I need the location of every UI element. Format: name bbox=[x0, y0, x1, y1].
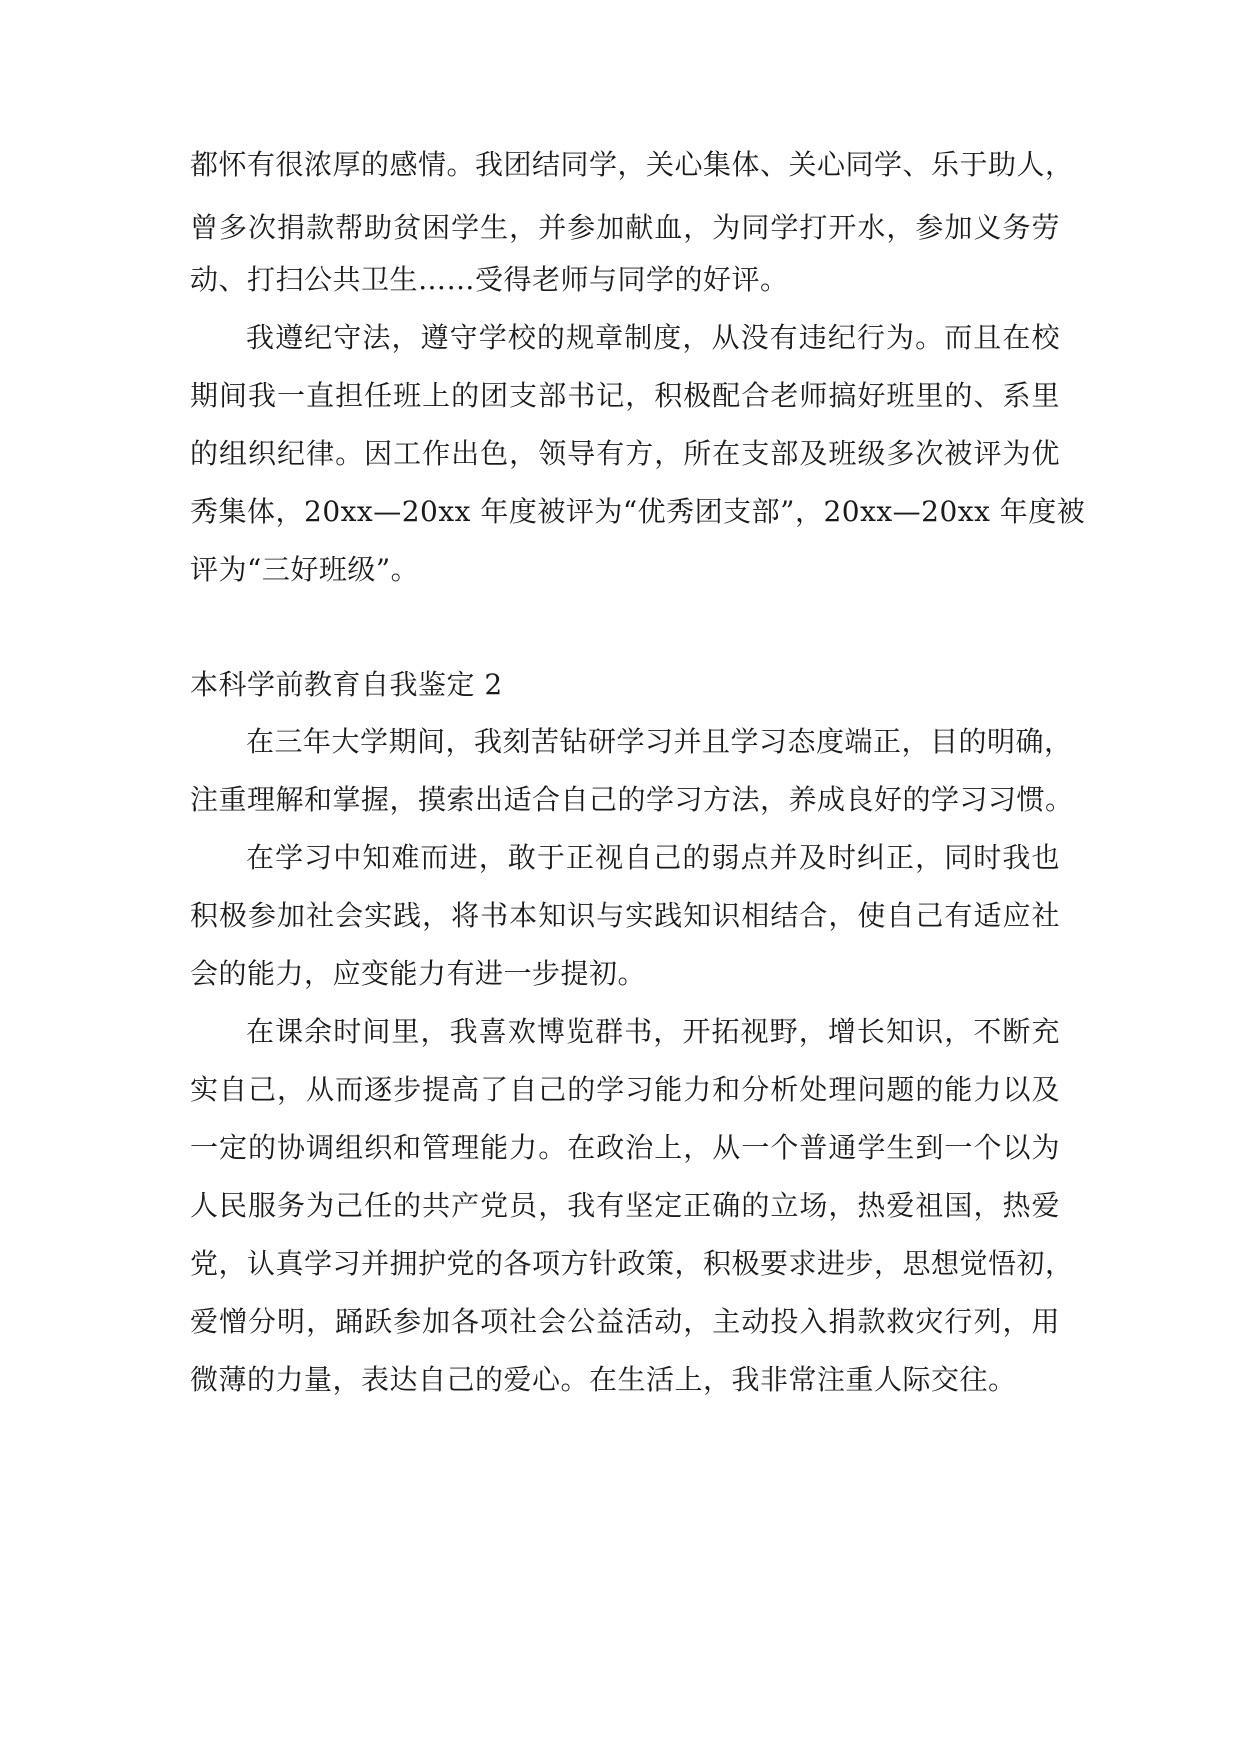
paragraph-2-line-4: 秀集体，20xx—20xx 年度被评为“优秀团支部”，20xx—20xx 年度被 bbox=[190, 495, 1086, 528]
paragraph-1-line-2: 曾多次捐款帮助贫困学生，并参加献血，为同学打开水，参加义务劳 bbox=[190, 211, 1060, 244]
paragraph-2-line-2: 期间我一直担任班上的团支部书记，积极配合老师搞好班里的、系里 bbox=[190, 379, 1060, 412]
paragraph-5-line-4: 人民服务为己任的共产党员，我有坚定正确的立场，热爱祖国，热爱 bbox=[190, 1189, 1060, 1222]
paragraph-5-line-6: 爱憎分明，踊跃参加各项社会公益活动，主动投入捐款救灾行列，用 bbox=[190, 1305, 1060, 1338]
paragraph-5-line-2: 实自己，从而逐步提高了自己的学习能力和分析处理问题的能力以及 bbox=[190, 1073, 1060, 1106]
paragraph-5-line-5: 党，认真学习并拥护党的各项方针政策，积极要求进步，思想觉悟初， bbox=[190, 1247, 1074, 1280]
paragraph-3-line-2: 注重理解和掌握，摸索出适合自己的学习方法，养成良好的学习习惯。 bbox=[190, 783, 1074, 816]
paragraph-4-line-2: 积极参加社会实践，将书本知识与实践知识相结合，使自己有适应社 bbox=[190, 899, 1060, 932]
section-title: 本科学前教育自我鉴定 2 bbox=[190, 668, 503, 701]
paragraph-1-line-1: 都怀有很浓厚的感情。我团结同学，关心集体、关心同学、乐于助人， bbox=[190, 148, 1074, 181]
paragraph-3-line-1: 在三年大学期间，我刻苦钻研学习并且学习态度端正，目的明确， bbox=[246, 725, 1073, 758]
paragraph-2-line-5: 评为“三好班级”。 bbox=[190, 553, 420, 586]
paragraph-2-line-3: 的组织纪律。因工作出色，领导有方，所在支部及班级多次被评为优 bbox=[190, 437, 1060, 470]
paragraph-1-line-3: 动、打扫公共卫生……受得老师与同学的好评。 bbox=[190, 263, 789, 296]
paragraph-4-line-3: 会的能力，应变能力有进一步提初。 bbox=[190, 957, 647, 990]
paragraph-2-line-1: 我遵纪守法，遵守学校的规章制度，从没有违纪行为。而且在校 bbox=[246, 321, 1060, 354]
paragraph-5-line-3: 一定的协调组织和管理能力。在政治上，从一个普通学生到一个以为 bbox=[190, 1131, 1060, 1164]
paragraph-5-line-7: 微薄的力量，表达自己的爱心。在生活上，我非常注重人际交往。 bbox=[190, 1363, 1017, 1396]
paragraph-5-line-1: 在课余时间里，我喜欢博览群书，开拓视野，增长知识，不断充 bbox=[246, 1015, 1060, 1048]
paragraph-4-line-1: 在学习中知难而进，敢于正视自己的弱点并及时纠正，同时我也 bbox=[246, 841, 1060, 874]
